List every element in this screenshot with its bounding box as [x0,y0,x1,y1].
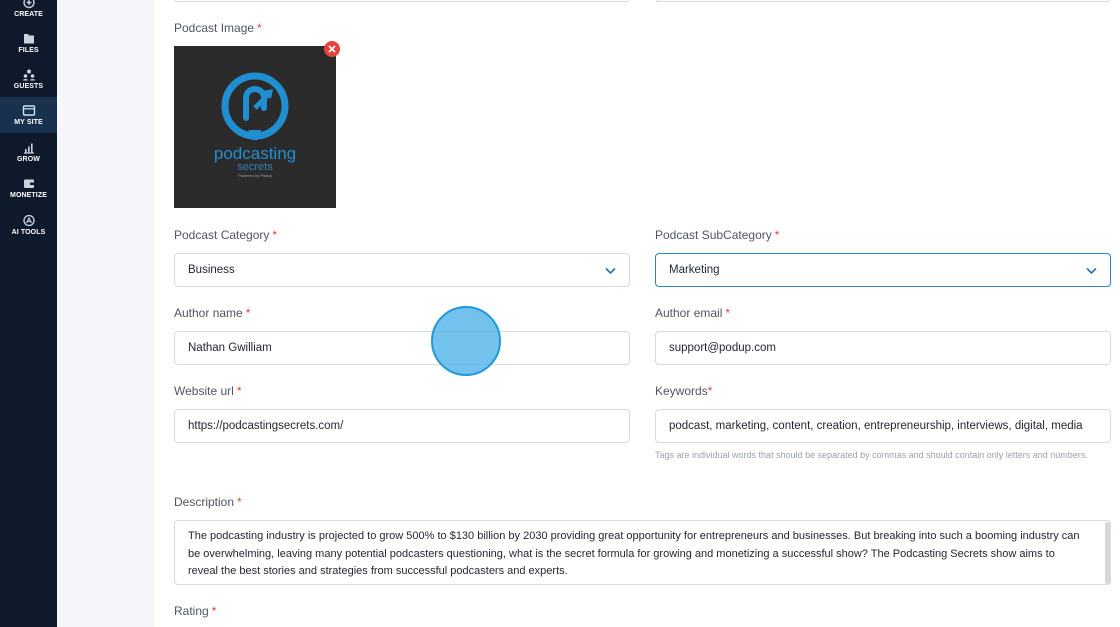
podcast-settings-form [154,0,1120,627]
rating-label: Rating * [174,604,217,618]
logo-tagline: Powered by Podup [238,173,272,178]
previous-field-left[interactable] [174,0,630,2]
subcategory-select[interactable] [655,253,1111,287]
author-name-value: Nathan Gwilliam [188,342,272,354]
bar-chart-icon [22,141,36,154]
category-value: Business [188,264,235,276]
author-name-label: Author name * [174,306,251,320]
sidebar-item-files[interactable] [0,26,57,60]
category-select[interactable] [174,253,630,287]
sidebar-item-label: GUESTS [13,83,44,90]
website-url-input[interactable] [174,409,630,443]
textarea-scrollbar[interactable] [1105,522,1110,584]
logo-title: podcasting [213,144,297,163]
sidebar-item-label: AI TOOLS [11,229,46,236]
subcategory-label: Podcast SubCategory * [655,228,780,242]
sidebar-item-label: FILES [18,47,39,54]
sidebar-item-label: MY SITE [14,119,43,126]
folder-icon [22,32,36,45]
ai-icon [22,214,36,227]
sidebar-item-monetize[interactable] [0,171,57,205]
chevron-down-icon [604,264,617,277]
sidebar-item-my-site[interactable] [0,97,57,133]
keywords-hint: Tags are individual words that should be separated by commas and should contain only letters and numbers. [655,450,1088,460]
sidebar-item-grow[interactable] [0,135,57,169]
sidebar-item-guests[interactable] [0,62,57,96]
keywords-input[interactable] [655,409,1111,443]
author-email-input[interactable] [655,331,1111,365]
keywords-value: podcast, marketing, content, creation, entrepreneurship, interviews, digital, media [669,420,1083,432]
close-icon [328,45,336,53]
chevron-down-icon [1085,264,1098,277]
wallet-icon [22,177,36,190]
website-url-label: Website url * [174,384,242,398]
sidebar-item-label: GROW [17,156,40,163]
sidebar-item-create[interactable] [0,0,57,24]
podcasting-secrets-logo [174,46,336,208]
logo-subtitle: secrets [237,161,273,173]
sidebar-item-label: MONETIZE [10,192,47,199]
sidebar [0,0,57,627]
subcategory-value: Marketing [669,264,720,276]
category-label: Podcast Category * [174,228,278,242]
description-label: Description * [174,495,242,509]
author-name-input[interactable] [174,331,630,365]
author-email-label: Author email * [655,306,731,320]
website-url-value: https://podcastingsecrets.com/ [188,420,344,432]
users-icon [22,68,36,81]
previous-field-right[interactable] [655,0,1111,2]
cursor-click-indicator [431,306,501,376]
plus-icon [22,0,36,9]
author-email-value: support@podup.com [669,342,776,354]
sidebar-item-ai-tools[interactable] [0,208,57,242]
description-value: The podcasting industry is projected to grow 500% to $130 billion by 2030 providing great opportunity for entrepreneurs and businesses. But breaking into such a booming industry can be overwhelming, leaving many potential podcasters questioning, what is the secret formula for growing and monetizing a successful show? The Podcasting Secrets show aims to reveal the best stories and strategies from successful podcasters and experts. [188,530,1080,577]
description-textarea[interactable] [174,520,1111,585]
podcast-cover-image [174,46,336,208]
browser-icon [22,104,36,117]
content-gutter [57,0,154,627]
sidebar-item-label: CREATE [14,11,43,18]
remove-image-button[interactable] [324,41,340,57]
keywords-label: Keywords* [655,384,713,398]
podcast-image-label: Podcast Image * [174,21,262,35]
